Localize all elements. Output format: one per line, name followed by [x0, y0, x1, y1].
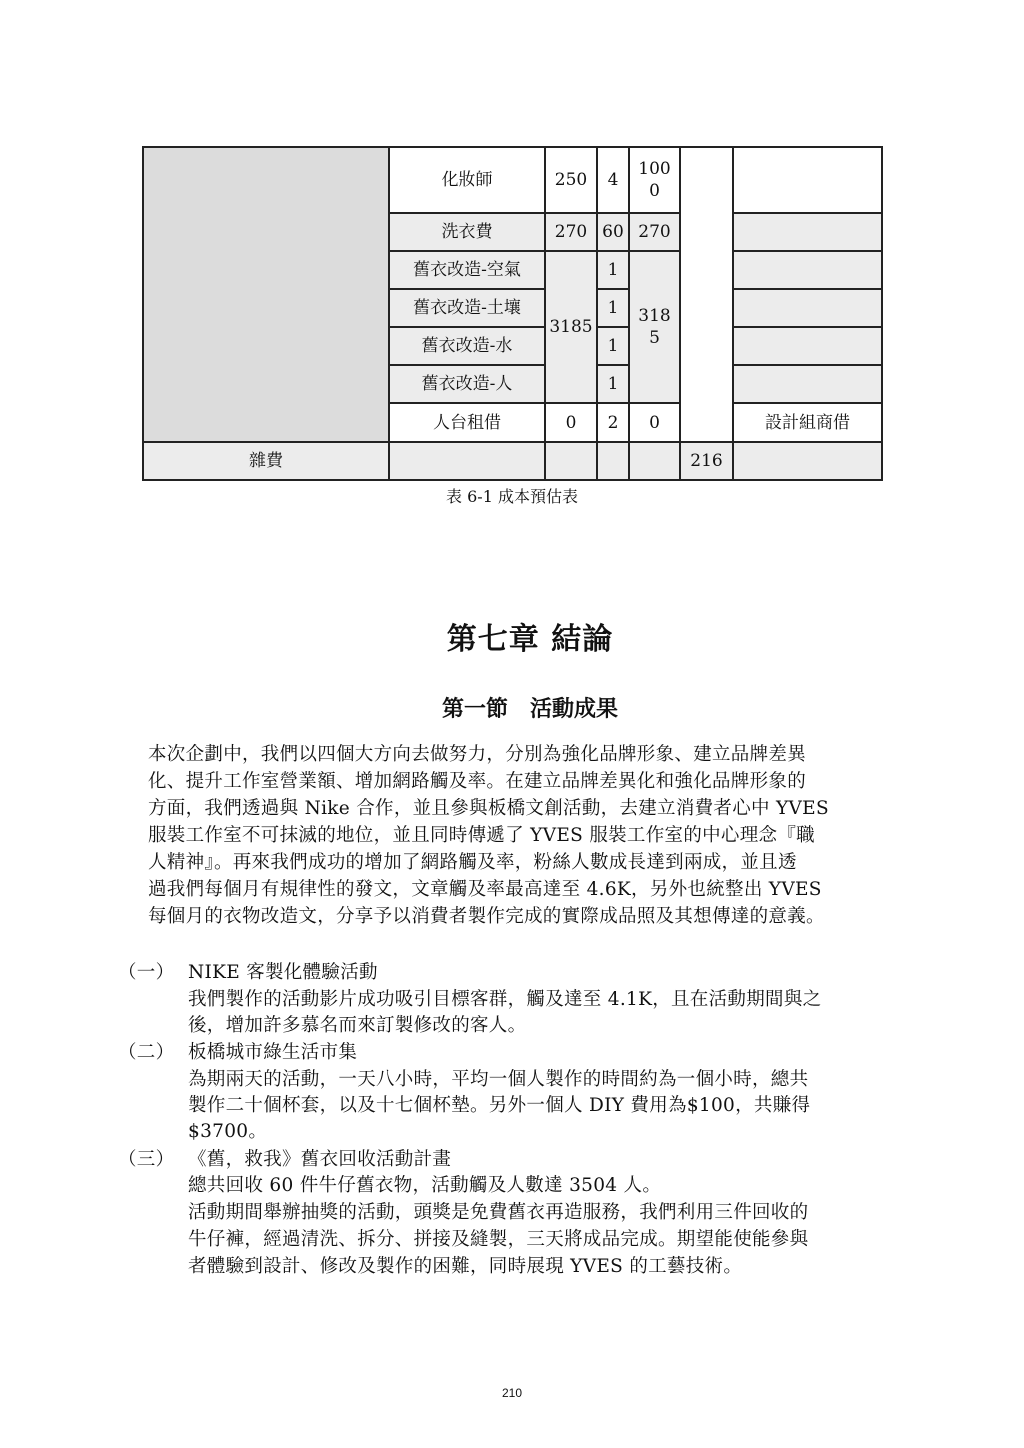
table-caption: 表 6-1 成本預估表	[446, 487, 578, 506]
list-line: 我們製作的活動影片成功吸引目標客群，觸及達至 4.1K，且在活動期間與之	[188, 989, 822, 1010]
item-cell: 舊衣改造-空氣	[389, 251, 545, 289]
item-cell: 洗衣費	[389, 213, 545, 251]
note-cell: 設計組商借	[733, 403, 882, 442]
qty-cell: 1	[597, 251, 629, 289]
paragraph-line: 每個月的衣物改造文，分享予以消費者製作完成的實際成品照及其想傳達的意義。	[148, 906, 825, 927]
note-cell	[733, 289, 882, 327]
page-number: 210	[501, 1386, 523, 1400]
empty-cell	[733, 442, 882, 480]
subtotal-cell	[680, 147, 733, 442]
note-cell	[733, 327, 882, 365]
list-line: 活動期間舉辦抽獎的活動，頭獎是免費舊衣再造服務，我們利用三件回收的	[188, 1202, 809, 1223]
total-cell: 270	[629, 213, 680, 251]
list-line: $3700。	[188, 1121, 268, 1142]
price-cell: 270	[545, 213, 597, 251]
list-line: 製作二十個杯套，以及十七個杯墊。另外一個人 DIY 費用為$100，共賺得	[188, 1095, 811, 1116]
list-line: 者體驗到設計、修改及製作的困難，同時展現 YVES 的工藝技術。	[188, 1256, 743, 1277]
note-cell	[733, 251, 882, 289]
price-cell: 3185	[545, 251, 597, 403]
list-title: 板橋城市綠生活市集	[188, 1042, 358, 1063]
empty-cell	[597, 442, 629, 480]
price-cell: 250	[545, 147, 597, 213]
list-line: 總共回收 60 件牛仔舊衣物，活動觸及人數達 3504 人。	[188, 1175, 662, 1196]
paragraph-line: 人精神』。再來我們成功的增加了網路觸及率，粉絲人數成長達到兩成，並且透	[148, 852, 797, 873]
total-cell: 318 5	[629, 251, 680, 403]
section-title: 第一節 活動成果	[441, 696, 618, 722]
total-cell: 0	[629, 403, 680, 442]
table-row-misc	[143, 442, 882, 480]
category-cell: 雜費	[143, 442, 389, 480]
price-cell: 0	[545, 403, 597, 442]
qty-cell: 1	[597, 289, 629, 327]
qty-cell: 60	[597, 213, 629, 251]
qty-cell: 2	[597, 403, 629, 442]
empty-cell	[629, 442, 680, 480]
list-line: 牛仔褲，經過清洗、拆分、拼接及縫製，三天將成品完成。期望能使能參與	[188, 1229, 809, 1250]
note-cell	[733, 365, 882, 403]
list-line: 後，增加許多慕名而來訂製修改的客人。	[188, 1015, 527, 1036]
cost-estimate-table	[142, 146, 883, 481]
table-row	[143, 147, 882, 213]
item-cell: 舊衣改造-土壤	[389, 289, 545, 327]
list-marker: （二）	[118, 1042, 175, 1063]
empty-cell	[545, 442, 597, 480]
item-cell: 舊衣改造-人	[389, 365, 545, 403]
note-cell	[733, 147, 882, 213]
chapter-title: 第七章 結論	[446, 622, 614, 657]
note-cell	[733, 213, 882, 251]
list-title: NIKE 客製化體驗活動	[188, 962, 378, 983]
list-marker: （一）	[118, 962, 175, 983]
total-cell: 100 0	[629, 147, 680, 213]
item-cell: 舊衣改造-水	[389, 327, 545, 365]
qty-cell: 1	[597, 365, 629, 403]
list-marker: （三）	[118, 1149, 175, 1170]
item-cell: 人台租借	[389, 403, 545, 442]
list-line: 為期兩天的活動，一天八小時，平均一個人製作的時間約為一個小時，總共	[188, 1069, 809, 1090]
empty-cell	[389, 442, 545, 480]
list-title: 《舊，救我》舊衣回收活動計畫	[188, 1149, 452, 1170]
paragraph-line: 方面，我們透過與 Nike 合作，並且參與板橋文創活動，去建立消費者心中 YVES	[148, 798, 829, 819]
qty-cell: 4	[597, 147, 629, 213]
qty-cell: 1	[597, 327, 629, 365]
category-cell	[143, 147, 389, 442]
paragraph-line: 本次企劃中，我們以四個大方向去做努力，分別為強化品牌形象、建立品牌差異	[148, 744, 807, 765]
paragraph-line: 過我們每個月有規律性的發文，文章觸及率最高達至 4.6K，另外也統整出 YVES	[148, 879, 822, 900]
subtotal-cell: 216	[680, 442, 733, 480]
paragraph-line: 服裝工作室不可抹滅的地位，並且同時傳遞了 YVES 服裝工作室的中心理念『職	[148, 825, 815, 846]
paragraph-line: 化、提升工作室營業額、增加網路觸及率。在建立品牌差異化和強化品牌形象的	[148, 771, 807, 792]
item-cell: 化妝師	[389, 147, 545, 213]
